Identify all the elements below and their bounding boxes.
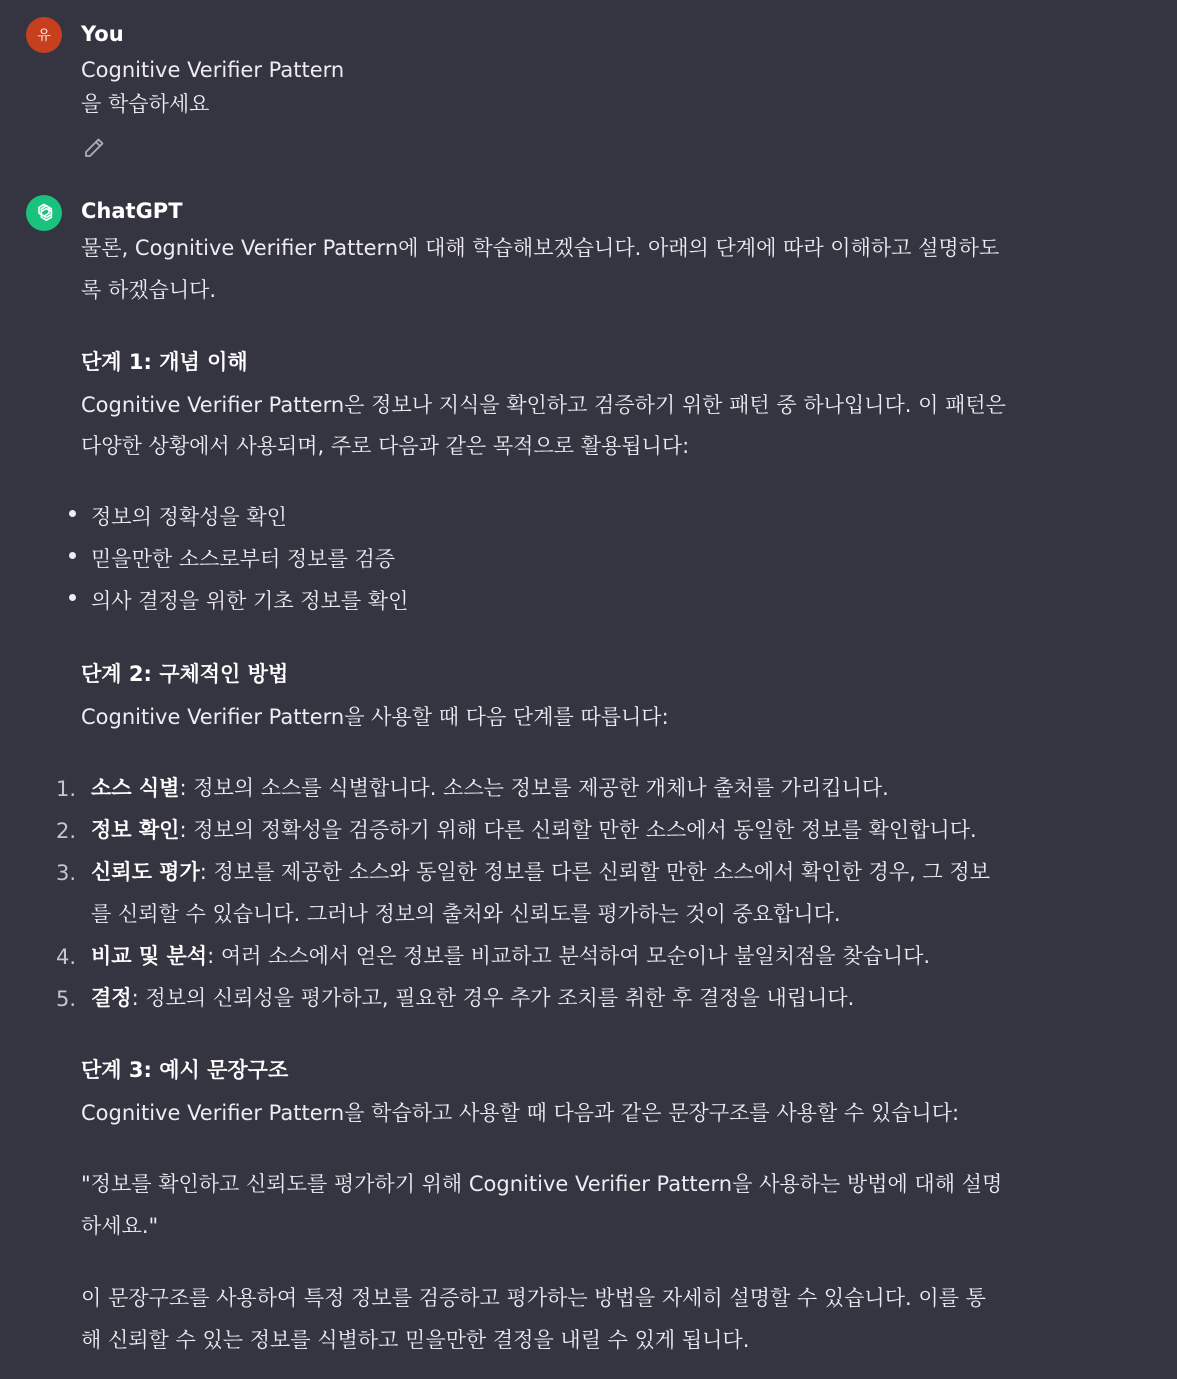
bullet-dot [69,594,76,601]
user-message-line: 을 학습하세요 [81,92,210,116]
list-item-term: 정보 확인 [91,818,180,842]
list-item [91,774,889,802]
step1-body-line: Cognitive Verifier Pattern은 정보나 지식을 확인하고 검증하기 위한 패턴 중 하나입니다. 이 패턴은 [81,393,1006,417]
list-item [91,858,990,886]
openai-logo-icon [32,201,56,225]
list-item-text: : 정보의 소스를 식별합니다. 소스는 정보를 제공한 개체나 출처를 가리킵니다. [179,776,889,800]
list-item-continuation: 를 신뢰할 수 있습니다. 그러나 정보의 출처와 신뢰도를 평가하는 것이 중요합니다. [91,902,841,926]
closing-line: 해 신뢰할 수 있는 정보를 식별하고 믿을만한 결정을 내릴 수 있게 됩니다. [81,1328,750,1352]
intro-line: 물론, Cognitive Verifier Pattern에 대해 학습해보겠습니다. 아래의 단계에 따라 이해하고 설명하도 [81,236,1000,260]
list-item-term: 소스 식별 [91,776,180,800]
user-avatar-initial: 유 [37,28,51,44]
bullet-dot [69,552,76,559]
bullet-item: 의사 결정을 위한 기초 정보를 확인 [91,589,409,613]
pencil-icon[interactable] [82,136,106,160]
list-item-term: 결정 [91,986,132,1010]
list-item-text: : 정보의 신뢰성을 평가하고, 필요한 경우 추가 조치를 취한 후 결정을 내립니다. [131,986,855,1010]
list-number: 3. [56,861,77,885]
bullet-item: 정보의 정확성을 확인 [91,505,287,529]
list-item [91,942,930,970]
example-quote-line: "정보를 확인하고 신뢰도를 평가하기 위해 Cognitive Verifier Pattern을 사용하는 방법에 대해 설명 [81,1172,1003,1196]
bullet-dot [69,510,76,517]
closing-line: 이 문장구조를 사용하여 특정 정보를 검증하고 평가하는 방법을 자세히 설명할 수 있습니다. 이를 통 [81,1286,986,1310]
user-avatar [26,17,62,53]
list-item-term: 비교 및 분석 [91,944,208,968]
step2-heading: 단계 2: 구체적인 방법 [81,662,289,686]
list-item-text: : 정보를 제공한 소스와 동일한 정보를 다른 신뢰할 만한 소스에서 확인한 경우, 그 정보 [199,860,991,884]
list-item [91,816,977,844]
step1-body-line: 다양한 상황에서 사용되며, 주로 다음과 같은 목적으로 활용됩니다: [81,434,690,458]
list-item-text: : 정보의 정확성을 검증하기 위해 다른 신뢰할 만한 소스에서 동일한 정보를 확인합니다. [179,818,977,842]
list-number: 4. [56,945,77,969]
list-number: 1. [56,777,77,801]
assistant-author-name: ChatGPT [81,199,183,223]
step3-heading: 단계 3: 예시 문장구조 [81,1058,289,1082]
intro-line: 록 하겠습니다. [81,278,217,302]
list-item-text: : 여러 소스에서 얻은 정보를 비교하고 분석하여 모순이나 불일치점을 찾습니다. [207,944,931,968]
step1-heading: 단계 1: 개념 이해 [81,350,248,374]
example-quote-line: 하세요." [81,1214,159,1238]
list-number: 2. [56,819,77,843]
step2-body: Cognitive Verifier Pattern을 사용할 때 다음 단계를 따릅니다: [81,705,669,729]
list-number: 5. [56,987,77,1011]
list-item-term: 신뢰도 평가 [91,860,200,884]
user-message-line: Cognitive Verifier Pattern [81,58,345,82]
chatgpt-avatar [26,195,62,231]
step3-body: Cognitive Verifier Pattern을 학습하고 사용할 때 다음과 같은 문장구조를 사용할 수 있습니다: [81,1101,960,1125]
list-item [91,984,854,1012]
bullet-item: 믿을만한 소스로부터 정보를 검증 [91,547,396,571]
user-author-name: You [81,22,124,46]
